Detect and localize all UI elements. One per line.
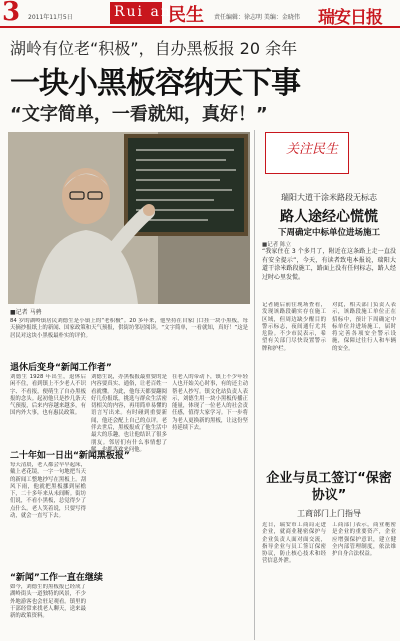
column-logo: 关注民生 <box>286 142 339 157</box>
story1-lead: “我家住在 3 个多月了，附近在这条路上走一直没有安全提示”，今天，有读者致电本报说，瑞阳大道干涂米路段施工，路面上没有任何标志，路人经过时心里发慌。 <box>262 248 396 281</box>
lead-column-2: 刘德生说，办黑板报最重要的是内容要真实、通俗，让老百姓一看就懂。为此，他每天都要翻阅好几份报纸，挑选与群众生活密切相关的内容，再用简单易懂的语言写出来。有时碰到重要新闻，他还会配上自己的点评。老伴去世后，黑板报成了他生活中最大的乐趣，也让他结识了很多朋友。邻居们有什么事情想了解，也都喜欢来问他。 <box>91 374 167 453</box>
section-body-3: 如今，刘德生的黑板报已经成了湖岭街头一道独特的风景，不少外地游客也会驻足观看。镇里的干部经常来找老人聊天，送来最新的政策资料。 <box>10 584 86 620</box>
section-body-1: 刘德生 1928 年出生，退休后闲不住，看到镇上不少老人不识字、不看报，便萌生了自办黑板报的念头。起初他只是抄几条天气预报，后来内容越来越多，有国内外大事，也有惠民政策。 <box>10 374 86 417</box>
section-heading-1: 退休后变身“新闻工作者” <box>10 363 112 373</box>
story2-column-1: 近日，瑞安市工商局走进企业，就商业秘密保护与企业负责人面对面交流，指导企业与员工签订保密协议，防止核心技术和经营信息外泄。 <box>262 522 326 565</box>
section-heading-3: “新闻”工作一直在继续 <box>10 573 103 583</box>
story1-column-1: 记者随后前往现场查看，发现该路段确实存在施工区域，但周边缺少醒目的警示标志，夜间通行尤其危险。不少市民表示，希望有关部门尽快设置警示牌和护栏。 <box>262 302 326 352</box>
section-heading-2: 二十年如一日出“新闻黑板报” <box>10 451 130 461</box>
story2-subhead: 工商部门上门指导 <box>297 509 361 518</box>
lead-headline: 一块小黑板容纳天下事 <box>10 66 300 101</box>
lead-intro: 84 岁的湖岭镇居民刘德生是小镇上的“老积极”。20 多年来，他坚持在自家门口挂一块小黑板，每天摘抄报纸上的新闻、国家政策和天气预报，供街坊邻居阅读。“文字简单，一看就知，真好！”这是居民对这块小黑板最朴实的评价。 <box>10 318 248 339</box>
section-name: 民生 <box>168 5 204 26</box>
issue-date: 2011年11月5日 <box>28 14 73 21</box>
editor-info: 责任编辑：徐志明 美编：金晓伟 <box>214 14 300 21</box>
section-body-2: 每天清晨，老人都会早早起床，戴上老花镜，一字一句地把当天的新闻工整地抄写在黑板上。刮风下雨，他就把黑板挪到屋檐下，二十多年来从未间断。街坊们说，不看小黑板，总觉得少了点什么。老人笑着说，只要写得动，就会一直写下去。 <box>10 462 86 520</box>
column-divider <box>254 130 255 640</box>
photo-caption: ■记者 马骋 <box>10 309 42 316</box>
lead-subhead: “文字简单，一看就知，真好！” <box>10 104 268 125</box>
man-writing-on-blackboard-image <box>8 132 250 304</box>
section-latin: Rui an <box>114 4 172 20</box>
story2-headline: 企业与员工签订“保密协议” <box>266 471 392 503</box>
story1-kicker: 瑞阳大道干涂米路段无标志 <box>281 193 377 202</box>
lead-photo <box>8 132 250 304</box>
lead-column-3: 在老人的带动下，镇上不少年轻人也开始关心时事，有的还主动帮老人抄写。镇文化站负责人表示，刘德生用一块小黑板传播正能量，体现了一位老人的社会责任感，值得大家学习。下一步将为老人更换新的黑板，让这份坚持延续下去。 <box>172 374 248 432</box>
story1-byline: ■记者 陈立 <box>262 242 291 248</box>
story1-headline: 路人途经心慌慌 <box>280 209 378 225</box>
story1-column-2: 对此，相关部门负责人表示，该路段施工单位正在招标中，预计下周确定中标单位并进场施工，届时将完善各项安全警示设施，保障过往行人和车辆的安全。 <box>332 302 396 352</box>
story2-column-2: 工商部门表示，商业秘密是企业的重要资产，企业应增强保护意识，建立健全内部管理制度，依法维护自身合法权益。 <box>332 522 396 558</box>
lead-kicker: 湖岭有位老“积极”，自办黑板报 20 余年 <box>10 39 298 58</box>
newspaper-logo: 瑞安日报 <box>318 8 382 28</box>
page-number: 3 <box>2 0 21 27</box>
story1-subhead: 下周确定中标单位进场施工 <box>277 228 380 238</box>
